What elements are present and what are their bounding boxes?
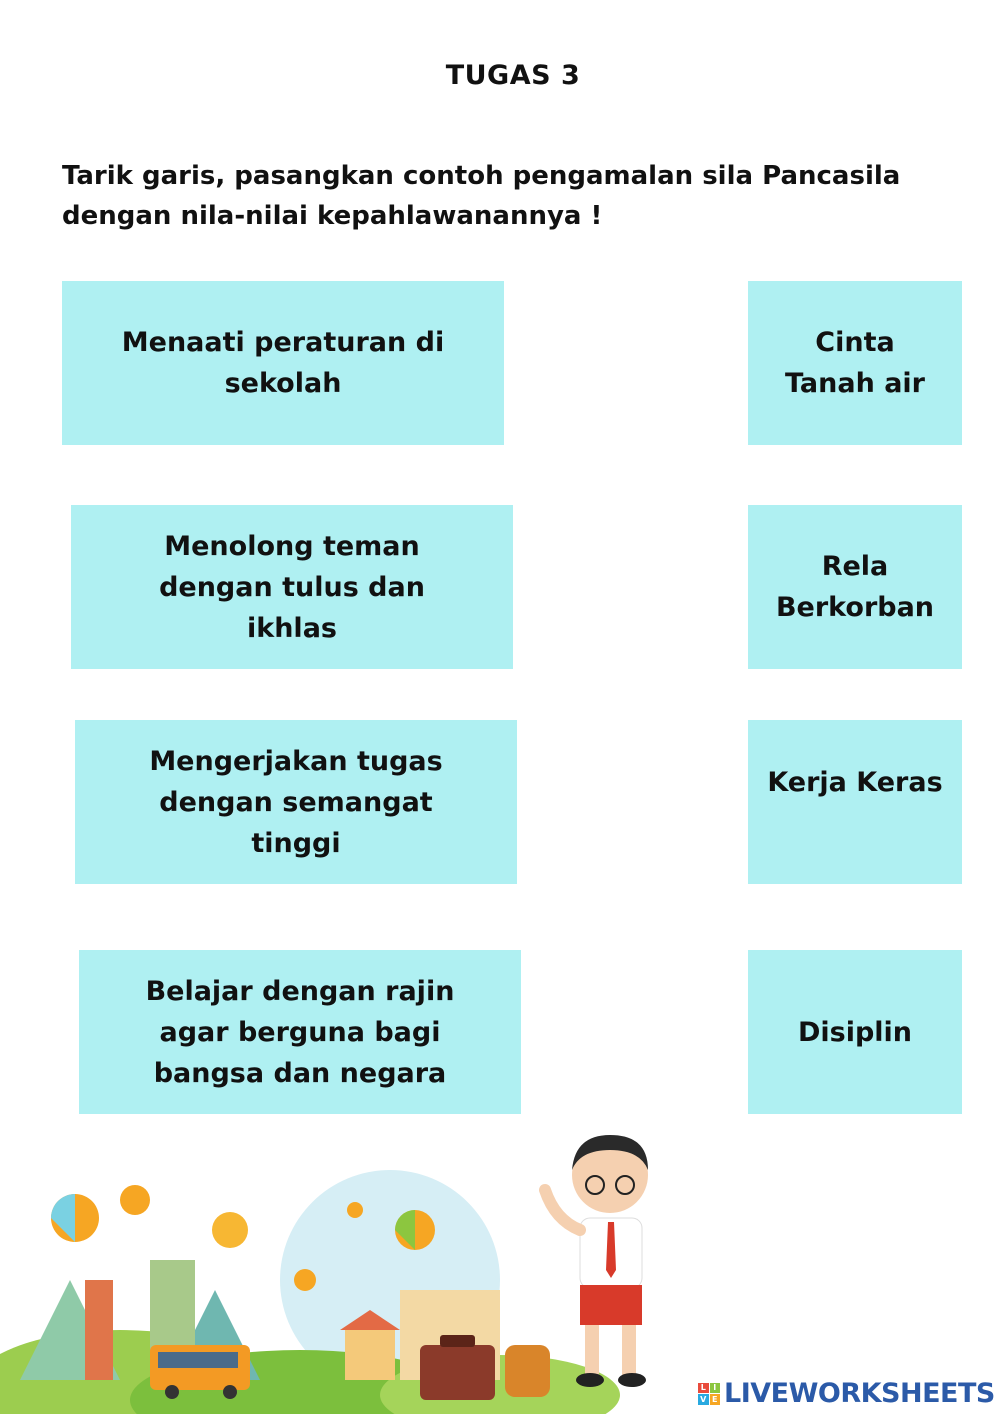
logo-letter-v: V	[698, 1394, 709, 1405]
right-item-1[interactable]	[748, 281, 962, 445]
right-item-1-text: Cinta Tanah air	[784, 327, 925, 399]
right-item-4[interactable]	[748, 950, 962, 1114]
right-item-3[interactable]	[748, 720, 962, 884]
liveworksheets-logo	[698, 1378, 995, 1409]
logo-letter-l: L	[698, 1383, 709, 1394]
left-item-2[interactable]	[71, 505, 513, 669]
left-item-3[interactable]	[75, 720, 517, 884]
right-item-3-text: Kerja Keras	[767, 767, 943, 798]
left-item-4[interactable]	[79, 950, 521, 1114]
left-item-1-text: Menaati peraturan di sekolah	[121, 327, 445, 399]
city-travel-illustration	[0, 1130, 700, 1414]
left-item-4-text: Belajar dengan rajin agar berguna bagi bangsa dan negara	[145, 975, 455, 1089]
right-item-4-text: Disiplin	[797, 1016, 913, 1048]
logo-letter-e: E	[710, 1394, 721, 1405]
logo-letter-i: I	[710, 1383, 721, 1394]
left-item-3-text: Mengerjakan tugas dengan semangat tinggi	[149, 745, 443, 859]
right-item-2-text: Rela Berkorban	[775, 551, 935, 623]
brand-text: LIVEWORKSHEETS	[724, 1378, 995, 1409]
liveworksheets-icon	[698, 1383, 720, 1405]
left-item-1[interactable]	[62, 281, 504, 445]
left-item-2-text: Menolong teman dengan tulus dan ikhlas	[159, 530, 425, 644]
instruction-text: Tarik garis, pasangkan contoh pengamalan sila Pancasila dengan nila-nilai kepahlawanannya !	[62, 161, 901, 231]
page-title: TUGAS 3	[445, 60, 581, 91]
right-item-2[interactable]	[748, 505, 962, 669]
